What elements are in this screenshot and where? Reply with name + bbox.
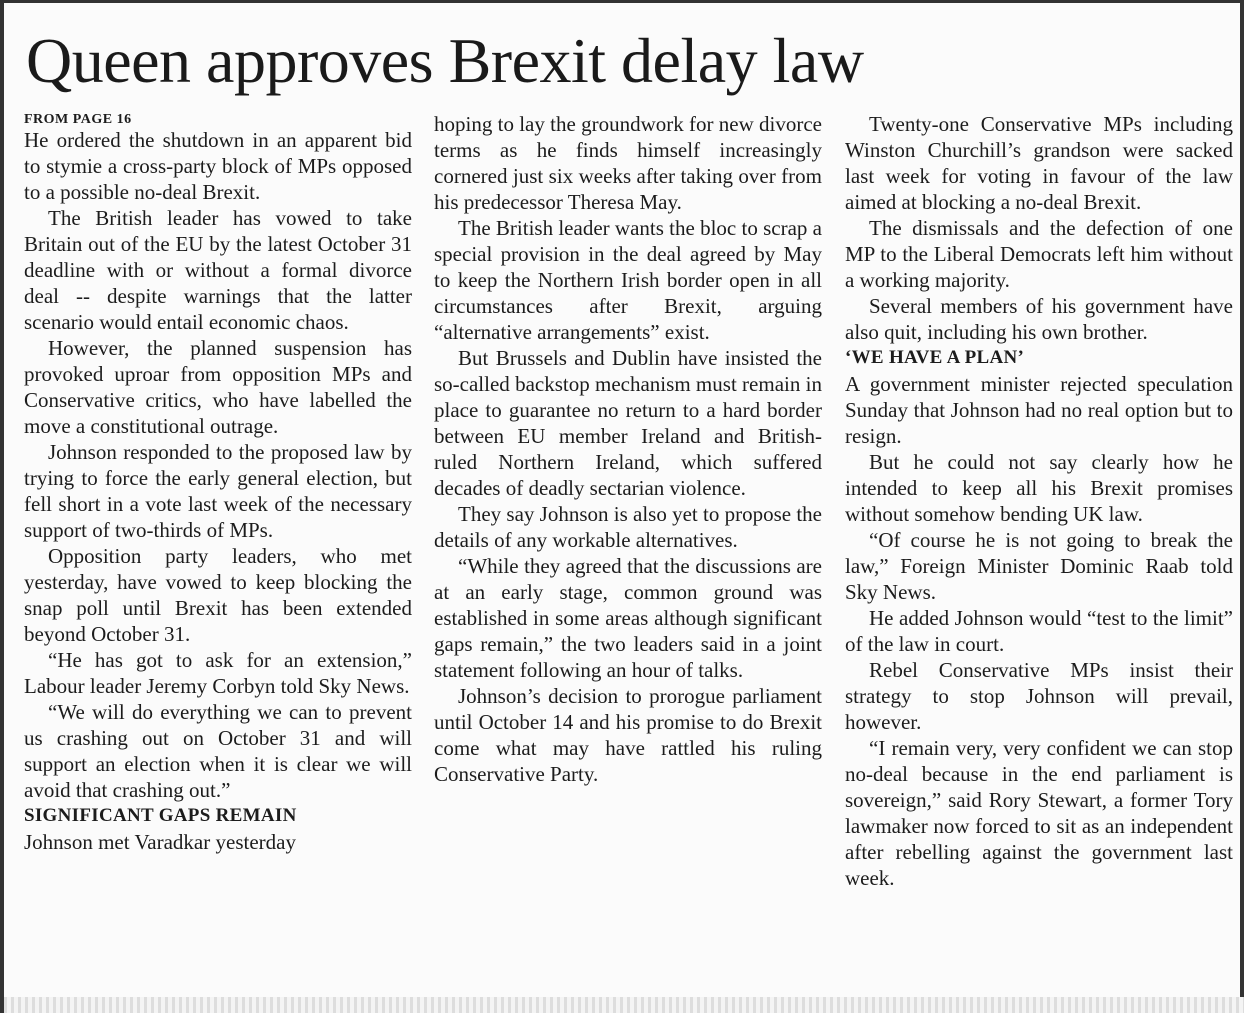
paragraph: “Of course he is not going to break the law,” Foreign Minister Dominic Raab told Sky News. [845,528,1233,604]
paragraph: Several members of his government have also quit, including his own brother. [845,294,1233,344]
paragraph: But Brussels and Dublin have insisted the so-called backstop mechanism must remain in place to guarantee no return to a hard border between EU member Ireland and British-ruled Northern Ireland, which suffered decades of deadly sectarian violence. [434,346,822,500]
paragraph: Twenty-one Conservative MPs including Winston Churchill’s grandson were sacked last week for voting in favour of the law aimed at blocking a no-deal Brexit. [845,112,1233,214]
kicker: FROM PAGE 16 [24,112,132,127]
paragraph: Johnson’s decision to prorogue parliament until October 14 and his promise to do Brexit come what may have rattled his ruling Conservative Party. [434,684,822,786]
paragraph: “He has got to ask for an extension,” Labour leader Jeremy Corbyn told Sky News. [24,648,412,698]
paragraph: The dismissals and the defection of one MP to the Liberal Democrats left him without a working majority. [845,216,1233,292]
paragraph: Opposition party leaders, who met yesterday, have vowed to keep blocking the snap poll until Brexit has been extended beyond October 31. [24,544,412,646]
paragraph: “While they agreed that the discussions are at an early stage, common ground was established in some areas although significant gaps remain,” the two leaders said in a joint statement following an hour of talks. [434,554,822,682]
headline: Queen approves Brexit delay law [26,25,864,96]
column-2 [434,111,822,787]
subhead: SIGNIFICANT GAPS REMAIN [24,805,297,826]
torn-edge-divider [4,997,1244,1013]
paragraph: hoping to lay the groundwork for new divorce terms as he finds himself increasingly cornered just six weeks after taking over from his predecessor Theresa May. [434,112,822,214]
paragraph: He ordered the shutdown in an apparent bid to stymie a cross-party block of MPs opposed to a possible no-deal Brexit. [24,128,412,204]
paragraph: Johnson responded to the proposed law by trying to force the early general election, but fell short in a vote last week of the necessary support of two-thirds of MPs. [24,440,412,542]
paragraph: They say Johnson is also yet to propose the details of any workable alternatives. [434,502,822,552]
paragraph: “I remain very, very confident we can stop no-deal because in the end parliament is sovereign,” said Rory Stewart, a former Tory lawmaker now forced to sit as an independent after rebelling against the government last week. [845,736,1233,890]
paragraph: A government minister rejected speculation Sunday that Johnson had no real option but to resign. [845,372,1233,448]
paragraph: But he could not say clearly how he intended to keep all his Brexit promises without somehow bending UK law. [845,450,1233,526]
paragraph: He added Johnson would “test to the limit” of the law in court. [845,606,1233,656]
paragraph: However, the planned suspension has provoked uproar from opposition MPs and Conservative critics, who have labelled the move a constitutional outrage. [24,336,412,438]
paragraph: “We will do everything we can to prevent us crashing out on October 31 and will support an election when it is clear we will avoid that crashing out.” [24,700,412,802]
paragraph: The British leader has vowed to take Britain out of the EU by the latest October 31 deadline with or without a formal divorce deal -- despite warnings that the latter scenario would entail economic chaos. [24,206,412,334]
paragraph: Johnson met Varadkar yesterday [24,830,296,854]
paragraph: Rebel Conservative MPs insist their strategy to stop Johnson will prevail, however. [845,658,1233,734]
column-3 [845,111,1233,891]
subhead: ‘WE HAVE A PLAN’ [845,347,1025,368]
paragraph: The British leader wants the bloc to scrap a special provision in the deal agreed by May to keep the Northern Irish border open in all circumstances after Brexit, arguing “alternative arrangements” exist. [434,216,822,344]
column-1 [24,111,412,855]
